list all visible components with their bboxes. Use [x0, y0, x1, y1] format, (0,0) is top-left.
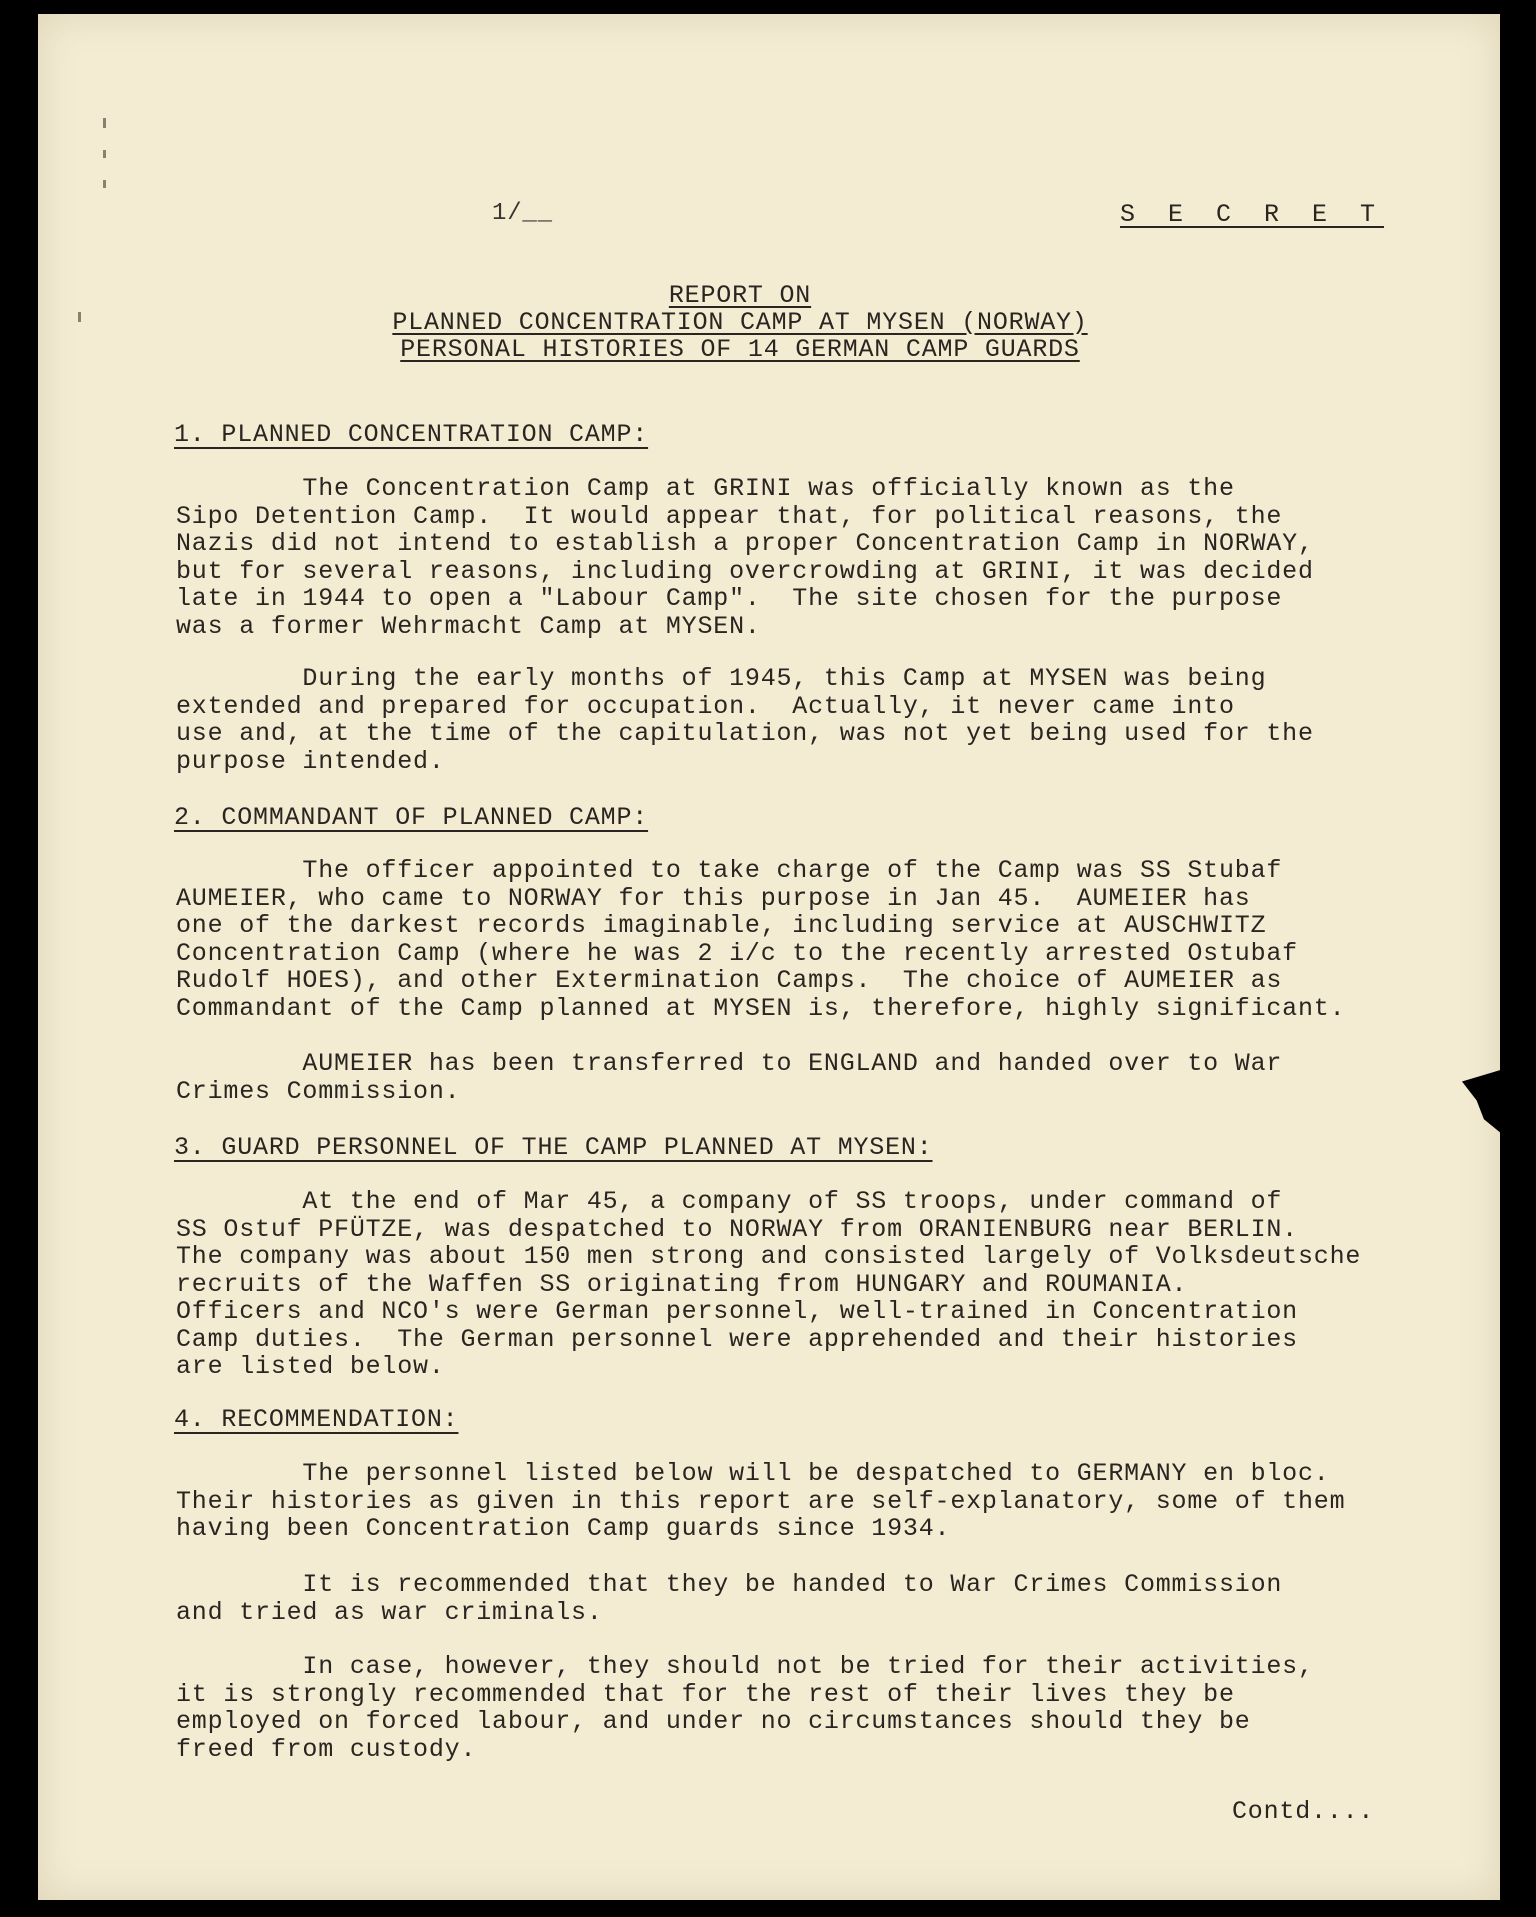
section-2-paragraph-1: The officer appointed to take charge of the Camp was SS Stubaf AUMEIER, who came to NORWAY for this purpose in Jan 45. AUMEIER has one of the darkest records imaginable, including service at AUSCHWITZ Concentration Camp (where he was 2 i/c to the recently arrested Ostubaf Rudolf HOES), and other Extermination Camps. The choice of AUMEIER as Commandant of the Camp planned at MYSEN is, therefore, highly significant. — [176, 856, 1346, 1023]
section-1-paragraph-1: The Concentration Camp at GRINI was officially known as the Sipo Detention Camp. It would appear that, for political reasons, the Nazis did not intend to establish a proper Concentration Camp in NORWAY, but for several reasons, including overcrowding at GRINI, it was decided late in 1944 to open a "Labour Camp". The site chosen for the purpose was a former Wehrmacht Camp at MYSEN. — [176, 474, 1314, 641]
title-line-3: PERSONAL HISTORIES OF 14 GERMAN CAMP GUARDS — [400, 335, 1080, 364]
punch-mark — [103, 180, 106, 188]
continued-marker: Contd.... — [1232, 1797, 1375, 1826]
section-3-heading: 3. GUARD PERSONNEL OF THE CAMP PLANNED AT MYSEN: — [174, 1133, 933, 1162]
section-4-paragraph-3: In case, however, they should not be tried for their activities, it is strongly recommended that for the rest of their lives they be employed on forced labour, and under no circumstances should they be freed from custody. — [176, 1652, 1314, 1764]
section-4-paragraph-2: It is recommended that they be handed to War Crimes Commission and tried as war criminals. — [176, 1570, 1283, 1627]
title-line-1: REPORT ON — [668, 281, 812, 310]
section-4-heading: 4. RECOMMENDATION: — [174, 1405, 459, 1434]
section-3-paragraph-1: At the end of Mar 45, a company of SS troops, under command of SS Ostuf PFÜTZE, was despatched to NORWAY from ORANIENBURG near BERLIN. The company was about 150 men strong and consisted largely of Volksdeutsche recruits of the Waffen SS originating from HUNGARY and ROUMANIA. Officers and NCO's were German personnel, well-trained in Concentration Camp duties. The German personnel were apprehended and their histories are listed below. — [176, 1187, 1362, 1381]
punch-mark — [78, 312, 81, 322]
section-1-paragraph-2: During the early months of 1945, this Camp at MYSEN was being extended and prepared for occupation. Actually, it never came into use and, at the time of the capitulation, was not yet being used for the purpose intended. — [176, 664, 1314, 776]
classification-label: S E C R E T — [1120, 200, 1385, 229]
punch-mark — [103, 150, 106, 158]
section-2-heading: 2. COMMANDANT OF PLANNED CAMP: — [174, 803, 649, 832]
report-title — [330, 282, 1150, 363]
title-line-2: PLANNED CONCENTRATION CAMP AT MYSEN (NORWAY) — [392, 308, 1088, 337]
section-4-paragraph-1: The personnel listed below will be despatched to GERMANY en bloc. Their histories as given in this report are self-explanatory, some of them having been Concentration Camp guards since 1934. — [176, 1459, 1346, 1543]
document-reference: 1/__ — [492, 200, 553, 227]
section-1-heading: 1. PLANNED CONCENTRATION CAMP: — [174, 420, 649, 449]
section-2-paragraph-2: AUMEIER has been transferred to ENGLAND and handed over to War Crimes Commission. — [176, 1049, 1283, 1106]
punch-mark — [103, 118, 106, 128]
